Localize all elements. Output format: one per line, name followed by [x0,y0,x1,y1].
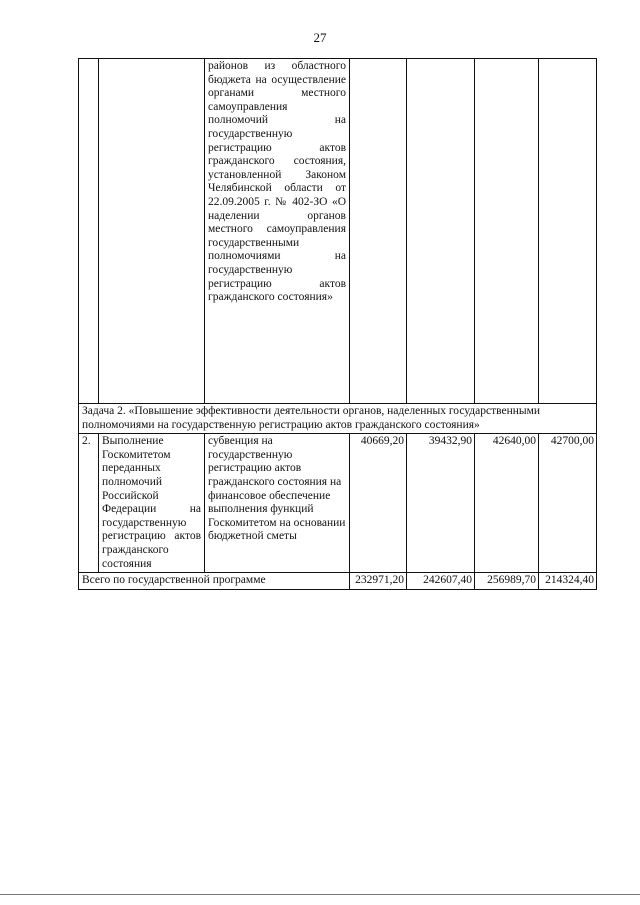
cell-value-1 [350,59,407,404]
cell-value-2 [407,59,475,404]
task-2-heading: Задача 2. «Повышение эффективности деятельности органов, наделенных государственными полномочиями на государственную регистрацию актов гражданского состояния» [79,404,597,434]
cell-value-2: 39432,90 [407,434,475,573]
page-bottom-rule [0,894,640,895]
cell-value-4 [539,59,597,404]
cell-number [79,59,99,404]
table-row-task [79,404,597,434]
total-value-3: 256989,70 [475,573,539,590]
cell-name [99,59,205,404]
cell-description: районов из областного бюджета на осуществление органами местного самоуправления полномочий на государственную регистрацию актов гражданского состояния, установленной Законом Челябинской области от 22.09.2005 г. № 402-ЗО «О наделении органов местного самоуправления государственными полномочиями на государственную регистрацию актов гражданского состояния» [205,59,350,404]
cell-value-3 [475,59,539,404]
table-row-total [79,573,597,590]
cell-value-3: 42640,00 [475,434,539,573]
table-row-continuation [79,59,597,404]
cell-name: Выполнение Госкомитетом переданных полномочий Российской Федерации на государственную регистрацию актов гражданского состояния [99,434,205,573]
page-number: 27 [313,30,327,45]
total-value-2: 242607,40 [407,573,475,590]
total-value-1: 232971,20 [350,573,407,590]
total-value-4: 214324,40 [539,573,597,590]
cell-description: субвенция на государственную регистрацию актов гражданского состояния на финансовое обеспечение выполнения функций Госкомитетом на основании бюджетной сметы [205,434,350,573]
cell-value-4: 42700,00 [539,434,597,573]
cell-value-1: 40669,20 [350,434,407,573]
program-table [78,58,597,590]
total-label: Всего по государственной программе [79,573,350,590]
table-row-measure-2 [79,434,597,573]
cell-number: 2. [79,434,99,573]
